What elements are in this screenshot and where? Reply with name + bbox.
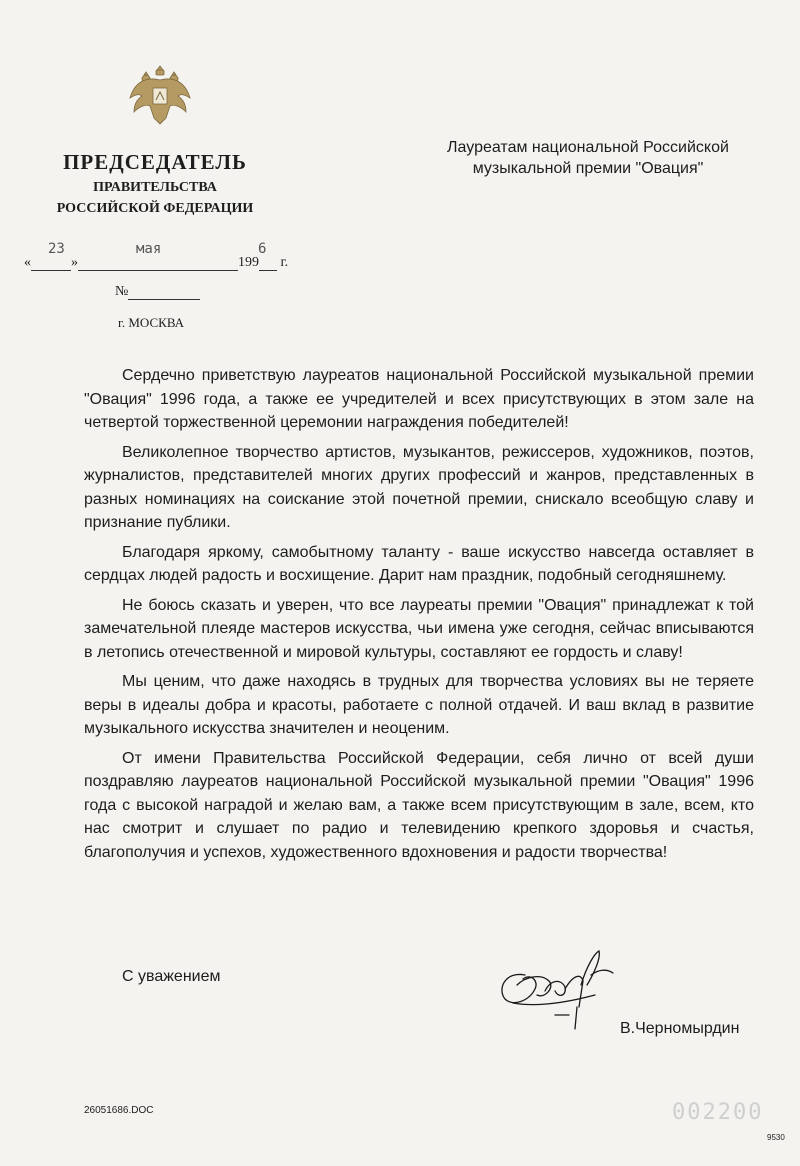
addressee [418, 137, 758, 179]
document-number [115, 284, 200, 300]
header-line-government: ПРАВИТЕЛЬСТВА [93, 180, 217, 195]
paragraph: Великолепное творчество артистов, музыкантов, режиссеров, художников, поэтов, журналистов, представителей многих других профессий и жанров, представленных в разных номинациях на соискание этой почетной премии, снискало всеобщую славу и признание публики. [84, 443, 754, 531]
paragraph: От имени Правительства Российской Федерации, себя лично от всей души поздравляю лауреатов национальной Российской музыкальной премии "Овация" 1996 года с высокой наградой и желаю вам, а также всем присутствующим в зале, всем, кто нас смотрит и слушает по радио и телевидению крепкого здоровья и счастья, благополучия и успехов, художественного вдохновения и радости творчества! [84, 749, 754, 861]
city: г. МОСКВА [118, 315, 185, 330]
faint-stamp-number: 002200 [672, 1100, 764, 1125]
date-line [24, 241, 289, 271]
handwritten-signature [495, 945, 625, 1033]
paragraph: Сердечно приветствую лауреатов национальной Российской музыкальной премии "Овация" 1996 года, а также ее учредителей и всех присутствующих в этом зале на четвертой торжественной церемонии награждения победителей! [84, 367, 754, 431]
paragraph: Не боюсь сказать и уверен, что все лауреаты премии "Овация" принадлежат к той замечательной плеяде мастеров искусства, чьи имена уже сегодня, сейчас вписываются в летопись отечественной и мировой культуры, составляют ее гордость и славу! [84, 596, 754, 661]
date-close-quote: » [71, 255, 78, 270]
addressee-line-2: музыкальной премии "Овация" [472, 160, 704, 177]
header-line-federation: РОССИЙСКОЙ ФЕДЕРАЦИИ [56, 201, 254, 216]
date-suffix: г. [280, 255, 289, 270]
closing: С уважением [122, 968, 221, 985]
date-year-prefix: 199 [238, 255, 259, 270]
date-month: мая [136, 241, 162, 257]
number-label: № [115, 284, 129, 299]
date-year-digit: 6 [258, 241, 267, 257]
serial-number: 9530 [767, 1133, 785, 1142]
header-title: ПРЕДСЕДАТЕЛЬ [63, 150, 247, 174]
double-headed-eagle-emblem [124, 58, 196, 130]
signer-name: В.Черномырдин [620, 1020, 740, 1037]
addressee-line-1: Лауреатам национальной Российской [447, 139, 729, 156]
date-open-quote: « [24, 255, 31, 270]
paragraph: Благодаря яркому, самобытному таланту - ваше искусство навсегда оставляет в сердцах людей радость и восхищение. Дарит нам праздник, подобный сегодняшнему. [84, 543, 754, 584]
date-day: 23 [48, 241, 65, 257]
letter-body [84, 364, 754, 870]
document-filename: 26051686.DOC [84, 1105, 154, 1116]
paragraph: Мы ценим, что даже находясь в трудных для творчества условиях вы не теряете веры в идеалы добра и красоты, работаете с полной отдачей. И ваш вклад в развитие музыкального искусства значителен и неоценим. [84, 673, 754, 737]
